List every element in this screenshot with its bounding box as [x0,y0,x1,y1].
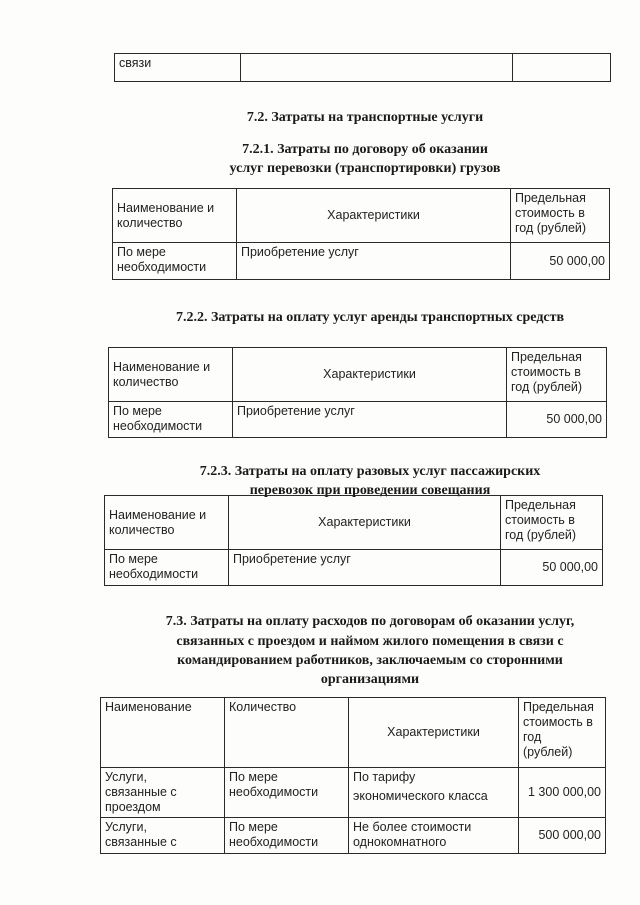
t4-r1-qty [225,768,349,818]
t4-r2-cost: 500 000,00 [519,818,606,854]
t4-r1-qty-l1: По мере [229,770,278,784]
t1-row-cost: 50 000,00 [511,243,610,280]
table-7-2-3 [104,495,603,586]
t1-row-char: Приобретение услуг [237,243,511,280]
table-7-3 [100,697,606,854]
t3-row-name-l2: необходимости [109,567,199,581]
t3-row-char: Приобретение услуг [229,550,501,586]
top-cell-name: связи [115,54,241,82]
table-row [101,818,606,854]
t3-head-name [105,496,229,550]
t2-row-char: Приобретение услуг [233,402,507,438]
table-7-2-2 [108,347,607,438]
t4-r1-name-l2: связанные с [105,785,177,799]
section-7-2-2-title: 7.2.2. Затраты на оплату услуг аренды транспортных средств [175,310,565,325]
t4-r1-name-l3: проездом [105,800,161,814]
section-7-2-title: 7.2. Затраты на транспортные услуги [246,110,484,125]
section-7-2-3-title-line1: 7.2.3. Затраты на оплату разовых услуг пассажирских [199,464,541,479]
t4-r1-char [349,768,519,818]
t4-r1-cost: 1 300 000,00 [519,768,606,818]
t3-head-cost-l1: Предельная [505,498,576,512]
table-7-2-1 [112,188,610,280]
t4-head-cost [519,698,606,768]
t4-r2-char [349,818,519,854]
t2-head-name-l2: количество [113,374,179,389]
section-7-3-title-line2: связанных с проездом и наймом жилого помещения в связи с [176,634,564,649]
section-7-3-title-line1: 7.3. Затраты на оплату расходов по договорам об оказании услуг, [165,614,575,629]
t4-r2-qty-l1: По мере [229,820,278,834]
t2-head-name [109,348,233,402]
t4-r2-name [101,818,225,854]
t3-head-char: Характеристики [229,496,501,550]
t4-r2-name-l2: связанные с [105,835,177,849]
t3-row-name [105,550,229,586]
section-7-2-3-title-line2: перевозок при проведении совещания [249,483,491,498]
t4-head-cost-l3: год [523,730,542,744]
t1-row-name-l2: необходимости [117,260,207,274]
t1-row-name-l1: По мере [117,245,166,259]
t3-head-cost-l2: стоимость в [505,513,575,527]
t2-head-name-l1: Наименование и [113,359,211,374]
t3-row-name-l1: По мере [109,552,158,566]
t1-head-name [113,189,237,243]
t2-head-char: Характеристики [233,348,507,402]
table-row [101,768,606,818]
t4-head-cost-l2: стоимость в [523,715,593,729]
t2-head-cost-l3: год (рублей) [511,380,583,394]
t4-r1-name [101,768,225,818]
t2-head-cost [507,348,607,402]
section-7-3-title-line3: командированием работников, заключаемым со сторонними [177,653,563,668]
t1-head-cost-l2: стоимость в [515,206,585,220]
t3-head-cost [501,496,603,550]
top-table [114,53,611,82]
top-cell-char [241,54,513,82]
t1-head-char: Характеристики [237,189,511,243]
t2-row-cost: 50 000,00 [507,402,607,438]
t1-head-name-l2: количество [117,215,183,230]
t2-row-name-l2: необходимости [113,419,203,433]
t2-row-name-l1: По мере [113,404,162,418]
t4-r2-char-l1: Не более стоимости [353,820,472,834]
t4-head-cost-l1: Предельная [523,700,594,714]
t4-r2-qty [225,818,349,854]
t3-head-name-l1: Наименование и [109,507,207,522]
t3-row-cost: 50 000,00 [501,550,603,586]
section-7-2-1-title-line1: 7.2.1. Затраты по договору об оказании [242,142,488,157]
t4-r1-name-l1: Услуги, [105,770,147,784]
t4-r2-name-l1: Услуги, [105,820,147,834]
t4-head-char: Характеристики [349,698,519,768]
t1-row-name [113,243,237,280]
t1-head-cost-l1: Предельная [515,191,586,205]
t4-head-cost-l4: (рублей) [523,745,573,759]
t1-head-cost-l3: год (рублей) [515,221,587,235]
t3-head-name-l2: количество [109,522,175,537]
t4-r2-qty-l2: необходимости [229,835,319,849]
top-cell-cost [513,54,611,82]
t4-r2-char-l2: однокомнатного [353,835,447,849]
t2-row-name [109,402,233,438]
t4-head-qty: Количество [225,698,349,768]
t1-head-name-l1: Наименование и [117,200,215,215]
section-7-2-1-title-line2: услуг перевозки (транспортировки) грузов [229,161,501,176]
section-7-3-title-line4: организациями [320,672,420,687]
t4-r1-char-l2: экономического класса [353,789,488,803]
t4-r1-qty-l2: необходимости [229,785,319,799]
t2-head-cost-l1: Предельная [511,350,582,364]
t4-head-name: Наименование [101,698,225,768]
t1-head-cost [511,189,610,243]
t2-head-cost-l2: стоимость в [511,365,581,379]
t4-r1-char-l1: По тарифу [353,770,416,784]
t3-head-cost-l3: год (рублей) [505,528,577,542]
